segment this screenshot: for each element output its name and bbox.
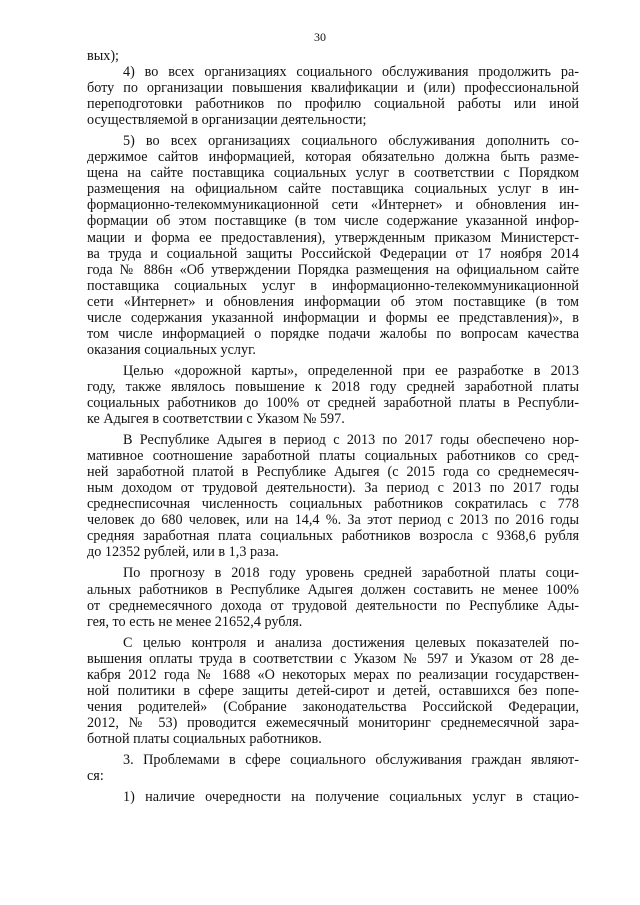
text-line: кабря 2012 года № 1688 «О некоторых мерах по реализации государствен- bbox=[87, 666, 579, 683]
text-line: вышения оплаты труда в соответствии с Указом № 597 и Указом от 28 де- bbox=[87, 650, 579, 667]
text-line: ной политики в сфере защиты детей-сирот и детей, оставшихся без попе- bbox=[87, 682, 579, 699]
text-line: альных работников в Республике Адыгея должен составить не менее 100% bbox=[87, 581, 579, 598]
text-line: социальных работников до 100% от средней заработной платы в Республи- bbox=[87, 394, 579, 411]
text-line: С целью контроля и анализа достижения целевых показателей по- bbox=[123, 634, 579, 651]
text-line: ся: bbox=[87, 768, 104, 785]
paragraph-problem-1 bbox=[87, 789, 579, 805]
text-line: 4) во всех организациях социального обслуживания продолжить ра- bbox=[123, 64, 579, 81]
text-line: 5) во всех организациях социального обслуживания дополнить со- bbox=[123, 133, 579, 150]
text-line: боту по организации повышения квалификации и (или) профессиональной bbox=[87, 80, 579, 97]
text-line: мативное соотношение заработной платы социальных работников со сред- bbox=[87, 448, 579, 465]
text-line: держимое сайтов информацией, которая обязательно должна быть разме- bbox=[87, 149, 579, 166]
text-line: 1) наличие очередности на получение социальных услуг в стацио- bbox=[123, 789, 579, 806]
text-line: среднесписочная численность социальных работников сократилась с 778 bbox=[87, 496, 579, 513]
text-line: ва труда и социальной защиты Российской Федерации от 17 ноября 2014 bbox=[87, 245, 579, 262]
text-line: том числе информацией о порядке подачи жалобы по вопросам качества bbox=[87, 325, 579, 342]
text-line: 3. Проблемами в сфере социального обслуживания граждан являют- bbox=[123, 751, 579, 768]
text-line: щена на сайте поставщика социальных услуг в соответствии с Порядком bbox=[87, 165, 579, 182]
text-line: формации об этом поставщике (в том числе содержание указанной инфор- bbox=[87, 213, 579, 230]
text-line: чения родителей» (Собрание законодательства Российской Федерации, bbox=[87, 698, 579, 715]
text-line: ботной платы социальных работников. bbox=[87, 730, 322, 747]
text-line: оказания социальных услуг. bbox=[87, 341, 256, 358]
paragraph-forecast-2018 bbox=[87, 565, 579, 629]
text-line: Целью «дорожной карты», определенной при ее разработке в 2013 bbox=[123, 362, 579, 379]
paragraph-section-3 bbox=[87, 752, 579, 784]
text-line: сети «Интернет» и обновления информации об этом поставщике (в том bbox=[87, 293, 579, 310]
text-line: до 12352 рублей, или в 1,3 раза. bbox=[87, 544, 279, 561]
text-line: формационно-телекоммуникационной сети «Интернет» и обновления ин- bbox=[87, 197, 579, 214]
text-line: мации и форма ее предоставления), утвержденным приказом Министерст- bbox=[87, 229, 579, 246]
text-line: году, также являлось повышение к 2018 году средней заработной платы bbox=[87, 378, 579, 395]
text-line: осуществляемой в организации деятельности; bbox=[87, 112, 367, 129]
text-line: 2012, № 53) проводится ежемесячный мониторинг среднемесячной зара- bbox=[87, 714, 579, 731]
paragraph-tail-item-3 bbox=[87, 48, 579, 64]
text-line: По прогнозу в 2018 году уровень средней заработной платы соци- bbox=[123, 565, 579, 582]
text-line: В Республике Адыгея в период с 2013 по 2017 годы обеспечено нор- bbox=[123, 432, 579, 449]
text-line: человек до 680 человек, или на 14,4 %. За этот период с 2013 по 2016 годы bbox=[87, 512, 579, 529]
page-number: 30 bbox=[314, 30, 326, 44]
text-line: числе содержания указанной информации и формы ее представления)», в bbox=[87, 309, 579, 326]
text-line: ным доходом от трудовой деятельности). За период с 2013 по 2017 годы bbox=[87, 480, 579, 497]
text-line: размещения на официальном сайте поставщика социальных услуг в ин- bbox=[87, 181, 579, 198]
text-line: ней заработной платой в Республике Адыгея (с 2015 года со среднемесяч- bbox=[87, 464, 579, 481]
paragraph-item-4 bbox=[87, 64, 579, 128]
text-line: гея, то есть не менее 21652,4 рубля. bbox=[87, 613, 303, 630]
text-line: переподготовки работников по профилю социальной работы или иной bbox=[87, 96, 579, 113]
paragraph-item-5 bbox=[87, 133, 579, 358]
paragraph-monitoring bbox=[87, 635, 579, 747]
text-line: ке Адыгея в соответствии с Указом № 597. bbox=[87, 411, 345, 428]
text-line: средняя заработная плата социальных работников возросла с 9368,6 рубля bbox=[87, 528, 579, 545]
text-line: года № 886н «Об утверждении Порядка размещения на официальном сайте bbox=[87, 261, 579, 278]
text-line: вых); bbox=[87, 48, 119, 64]
text-line: поставщика социальных услуг в информационно-телекоммуникационной bbox=[87, 277, 579, 294]
text-line: от среднемесячного дохода от трудовой деятельности по Республике Ады- bbox=[87, 597, 579, 614]
paragraph-adygea-2013-2017 bbox=[87, 432, 579, 560]
document-body bbox=[87, 48, 579, 805]
paragraph-roadmap-goal bbox=[87, 363, 579, 427]
